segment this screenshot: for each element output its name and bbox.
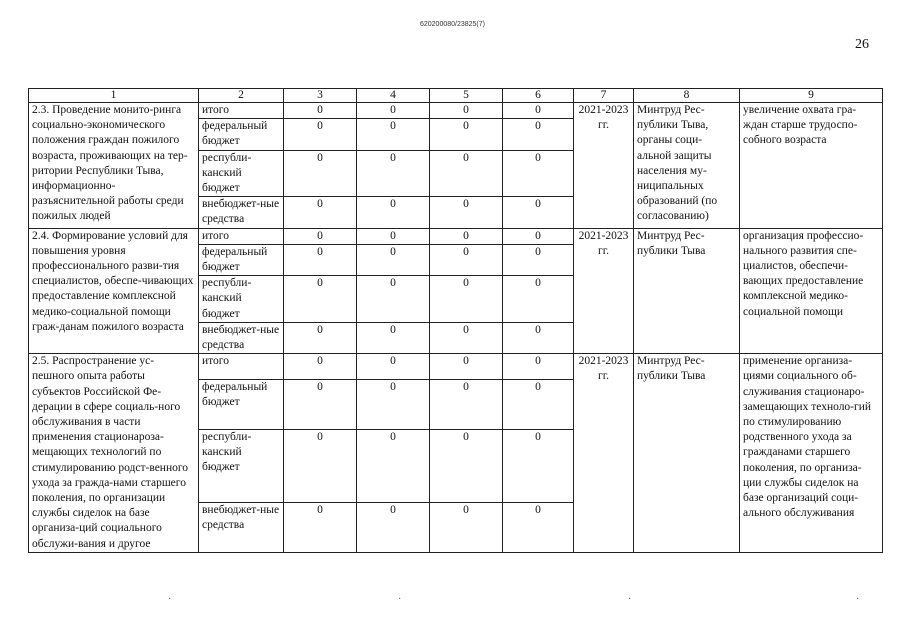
funding-label: итого bbox=[199, 354, 284, 380]
value-cell: 0 bbox=[284, 379, 357, 429]
value-cell: 0 bbox=[503, 244, 574, 275]
funding-label: итого bbox=[199, 228, 284, 244]
value-cell: 0 bbox=[503, 150, 574, 197]
value-cell: 0 bbox=[284, 197, 357, 228]
funding-label: внебюджет-ные средства bbox=[199, 322, 284, 353]
table-row bbox=[29, 354, 883, 380]
period-cell: 2021-2023 гг. bbox=[574, 354, 634, 553]
period-cell: 2021-2023 гг. bbox=[574, 228, 634, 354]
value-cell: 0 bbox=[430, 276, 503, 323]
column-header: 2 bbox=[199, 89, 284, 103]
column-header: 9 bbox=[740, 89, 883, 103]
column-header: 6 bbox=[503, 89, 574, 103]
column-header: 1 bbox=[29, 89, 199, 103]
value-cell: 0 bbox=[357, 276, 430, 323]
column-header: 8 bbox=[634, 89, 740, 103]
value-cell: 0 bbox=[357, 119, 430, 150]
value-cell: 0 bbox=[430, 228, 503, 244]
value-cell: 0 bbox=[503, 322, 574, 353]
value-cell: 0 bbox=[357, 429, 430, 503]
document-id: 620200080/23825(7) bbox=[419, 21, 485, 28]
value-cell: 0 bbox=[284, 322, 357, 353]
value-cell: 0 bbox=[357, 322, 430, 353]
result-cell: организация профессио-нального развития спе-циалистов, обеспечи-вающих предоставление комплексной медико-социальной помощи bbox=[740, 228, 883, 354]
period-cell: 2021-2023 гг. bbox=[574, 103, 634, 229]
value-cell: 0 bbox=[503, 429, 574, 503]
value-cell: 0 bbox=[284, 503, 357, 553]
value-cell: 0 bbox=[357, 228, 430, 244]
scan-speck: · bbox=[398, 594, 402, 605]
scan-speck: · bbox=[856, 594, 860, 605]
value-cell: 0 bbox=[357, 354, 430, 380]
value-cell: 0 bbox=[284, 354, 357, 380]
value-cell: 0 bbox=[357, 197, 430, 228]
column-header: 4 bbox=[357, 89, 430, 103]
scan-speck: · bbox=[168, 594, 172, 605]
funding-label: внебюджет-ные средства bbox=[199, 197, 284, 228]
value-cell: 0 bbox=[430, 503, 503, 553]
value-cell: 0 bbox=[357, 244, 430, 275]
funding-label: республи-канский бюджет bbox=[199, 150, 284, 197]
executor-cell: Минтруд Рес-публики Тыва, органы соци-альной защиты населения му-ниципальных образований (по согласованию) bbox=[634, 103, 740, 229]
value-cell: 0 bbox=[357, 379, 430, 429]
column-header: 7 bbox=[574, 89, 634, 103]
executor-cell: Минтруд Рес-публики Тыва bbox=[634, 354, 740, 553]
value-cell: 0 bbox=[503, 197, 574, 228]
scan-speck: · bbox=[628, 594, 632, 605]
value-cell: 0 bbox=[284, 244, 357, 275]
value-cell: 0 bbox=[284, 150, 357, 197]
value-cell: 0 bbox=[430, 150, 503, 197]
value-cell: 0 bbox=[503, 503, 574, 553]
value-cell: 0 bbox=[503, 228, 574, 244]
program-table bbox=[28, 88, 883, 553]
value-cell: 0 bbox=[430, 119, 503, 150]
value-cell: 0 bbox=[430, 197, 503, 228]
value-cell: 0 bbox=[284, 119, 357, 150]
funding-label: республи-канский бюджет bbox=[199, 276, 284, 323]
value-cell: 0 bbox=[503, 119, 574, 150]
header-row bbox=[29, 89, 883, 103]
value-cell: 0 bbox=[430, 103, 503, 119]
measure-cell: 2.4. Формирование условий для повышения уровня профессионального разви-тия специалистов, обеспе-чивающих предоставление комплексной медико-социальной помощи граж-данам пожилого возраста bbox=[29, 228, 199, 354]
value-cell: 0 bbox=[430, 429, 503, 503]
funding-label: федеральный бюджет bbox=[199, 244, 284, 275]
result-cell: увеличение охвата гра-ждан старше трудоспо-собного возраста bbox=[740, 103, 883, 229]
funding-label: внебюджет-ные средства bbox=[199, 503, 284, 553]
value-cell: 0 bbox=[357, 150, 430, 197]
table-row bbox=[29, 228, 883, 244]
measure-cell: 2.5. Распространение ус-пешного опыта работы субъектов Российской Фе-дерации в сфере социаль-ного обслуживания в части применения стационароза-мещающих технологий по стимулированию родст-венного ухода за гражда-нами старшего поколения, по организации службы сиделок на базе организа-ций социального обслужи-вания и другое bbox=[29, 354, 199, 553]
value-cell: 0 bbox=[430, 379, 503, 429]
executor-cell: Минтруд Рес-публики Тыва bbox=[634, 228, 740, 354]
column-header: 3 bbox=[284, 89, 357, 103]
value-cell: 0 bbox=[503, 103, 574, 119]
value-cell: 0 bbox=[357, 103, 430, 119]
value-cell: 0 bbox=[430, 322, 503, 353]
value-cell: 0 bbox=[284, 103, 357, 119]
value-cell: 0 bbox=[284, 429, 357, 503]
funding-label: итого bbox=[199, 103, 284, 119]
page-number: 26 bbox=[855, 37, 869, 52]
column-header: 5 bbox=[430, 89, 503, 103]
value-cell: 0 bbox=[430, 244, 503, 275]
result-cell: применение организа-циями социального об-служивания стационаро-замещающих техноло-гий по стимулированию родственного ухода за гражданами старшего поколения, по организа-ции службы сиделок на базе организаций соци-ального обслуживания bbox=[740, 354, 883, 553]
measure-cell: 2.3. Проведение монито-ринга социально-экономического положения граждан пожилого возраста, проживающих на тер-ритории Республики Тыва, информационно-разъяснительной работы среди пожилых людей bbox=[29, 103, 199, 229]
value-cell: 0 bbox=[284, 228, 357, 244]
value-cell: 0 bbox=[503, 276, 574, 323]
funding-label: республи-канский бюджет bbox=[199, 429, 284, 503]
value-cell: 0 bbox=[430, 354, 503, 380]
value-cell: 0 bbox=[357, 503, 430, 553]
table-row bbox=[29, 103, 883, 119]
value-cell: 0 bbox=[503, 354, 574, 380]
value-cell: 0 bbox=[503, 379, 574, 429]
funding-label: федеральный бюджет bbox=[199, 119, 284, 150]
funding-label: федеральный бюджет bbox=[199, 379, 284, 429]
value-cell: 0 bbox=[284, 276, 357, 323]
